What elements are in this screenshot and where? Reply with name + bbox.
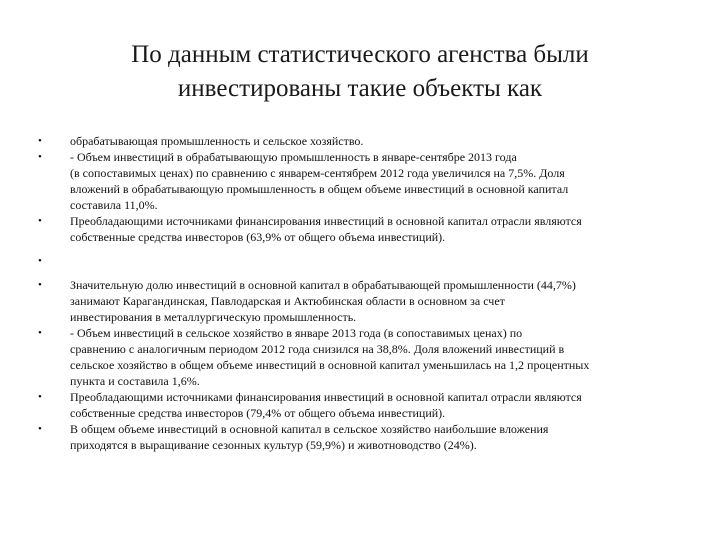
slide-title bbox=[60, 38, 660, 106]
list-item bbox=[38, 389, 688, 421]
list-item bbox=[38, 325, 688, 389]
bullet-text: - Объем инвестиций в сельское хозяйство в январе 2013 года (в сопоставимых ценах) по сравнению с аналогичным периодом 2012 года снизился на 38,8%. Доля вложений инвестиций в сельское хозяйство в общем объеме инвестиций в основной капитал уменьшилась на 1,2 процентных пункта и составила 1,6%. bbox=[70, 326, 590, 388]
slide-title-line-1: По данным статистического агенства были bbox=[131, 41, 589, 68]
list-item bbox=[38, 253, 688, 269]
bullet-icon: • bbox=[38, 279, 42, 291]
list-item bbox=[38, 421, 688, 453]
list-item bbox=[38, 149, 688, 213]
bullet-text: Преобладающими источниками финансирования инвестиций в основной капитал отрасли являются собственные средства инвесторов (79,4% от общего объема инвестиций). bbox=[70, 390, 582, 420]
bullet-text: В общем объеме инвестиций в основной капитал в сельское хозяйство наибольшие вложения приходятся в выращивание сезонных культур (59,9%) и животноводство (24%). bbox=[70, 422, 549, 452]
bullet-icon: • bbox=[38, 151, 42, 163]
bullet-icon: • bbox=[38, 391, 42, 403]
list-item bbox=[38, 133, 688, 149]
bullet-icon: • bbox=[38, 215, 42, 227]
slide-title-line-2: инвестированы такие объекты как bbox=[177, 75, 543, 102]
list-item bbox=[38, 213, 688, 245]
bullet-list bbox=[38, 133, 688, 453]
list-item bbox=[38, 277, 688, 325]
bullet-icon: • bbox=[38, 423, 42, 435]
bullet-text: Преобладающими источниками финансирования инвестиций в основной капитал отрасли являются собственные средства инвесторов (63,9% от общего объема инвестиций). bbox=[70, 214, 582, 244]
bullet-text: Значительную долю инвестиций в основной капитал в обрабатывающей промышленности (44,7%) занимают Карагандинская, Павлодарская и Актюбинская области в основном за счет инвестирования в металлургическую промышленность. bbox=[70, 278, 576, 324]
bullet-text: - Объем инвестиций в обрабатывающую промышленность в январе-сентябре 2013 года (в сопоставимых ценах) по сравнению с январем-сентябрем 2012 года увеличился на 7,5%. Доля вложений в обрабатывающую промышленность в общем объеме инвестиций в основной капитал составила 11,0%. bbox=[70, 150, 569, 212]
bullet-icon: • bbox=[38, 135, 42, 147]
bullet-icon: • bbox=[38, 255, 42, 267]
bullet-icon: • bbox=[38, 327, 42, 339]
bullet-text: обрабатывающая промышленность и сельское хозяйство. bbox=[70, 134, 364, 148]
